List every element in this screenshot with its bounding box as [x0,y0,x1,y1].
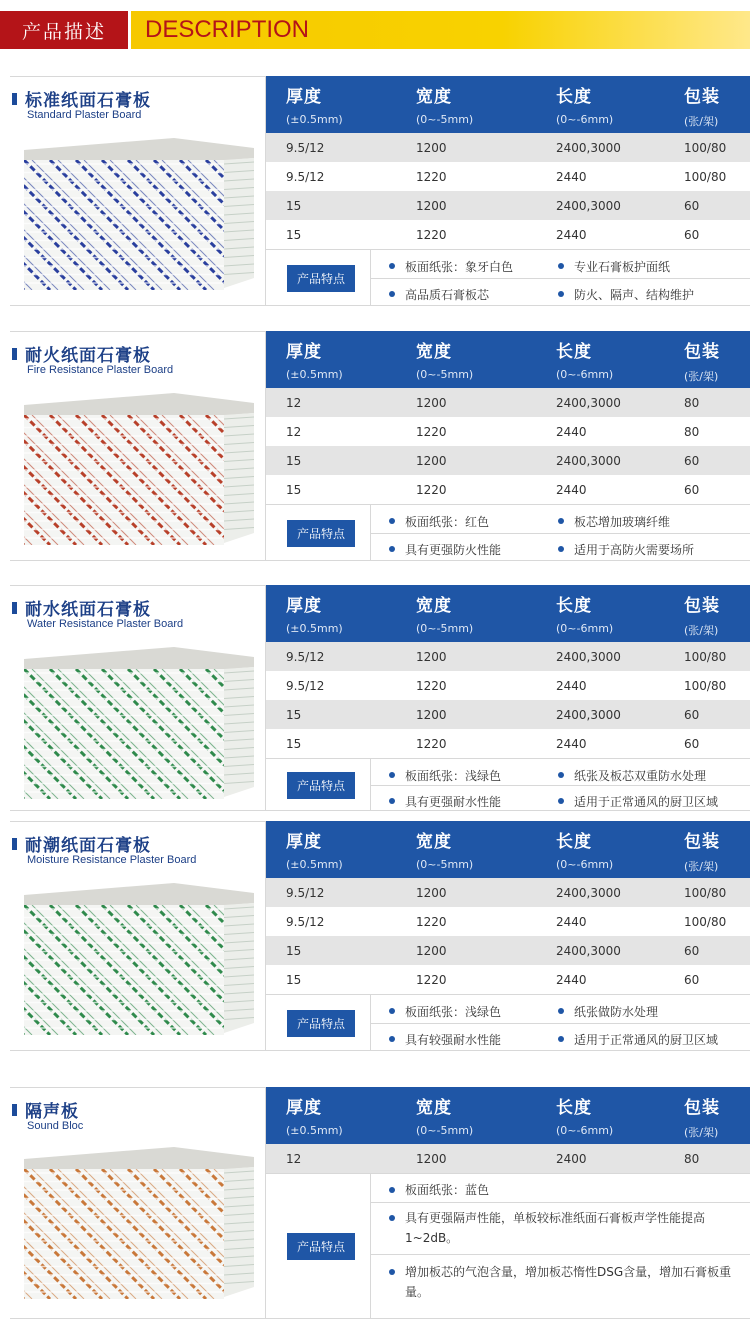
feature-item [389,1208,739,1248]
feature-item [389,258,513,275]
header-tolerance: (0~-5mm) [416,368,474,381]
header-label: 长度 [556,342,592,362]
plaster-board-image [24,647,254,807]
table-cell: 15 [286,199,302,213]
table-cell: 2440 [556,425,587,439]
product-name-en: Moisture Resistance Plaster Board [27,854,197,866]
feature-item [558,541,694,558]
table-cell: 60 [684,944,700,958]
header-tolerance: (张/架) [684,1126,719,1139]
square-bullet-icon [12,93,17,105]
header-cell [684,82,720,129]
header-tolerance: (0~-6mm) [556,858,614,871]
header-label: 宽度 [416,1098,452,1118]
table-cell: 9.5/12 [286,915,325,929]
plaster-board-image [24,138,254,298]
product-section [10,76,750,305]
table-cell: 15 [286,454,302,468]
table-cell: 100/80 [684,650,727,664]
header-cell [556,827,613,871]
table-cell: 1200 [416,141,447,155]
header-cell [684,337,720,384]
product-name-cn: 耐火纸面石膏板 [25,346,151,366]
table-cell: 2440 [556,483,587,497]
table-cell: 2400,3000 [556,944,621,958]
table-cell: 80 [684,396,700,410]
bullet-dot-icon [558,291,564,297]
feature-item [389,286,489,303]
header-tolerance: (0~-5mm) [416,1124,474,1137]
feature-text: 适用于正常通风的厨卫区域 [574,795,719,809]
product-title [12,341,151,366]
product-title [12,86,151,111]
header-tolerance: (0~-5mm) [416,113,474,126]
table-cell: 2440 [556,679,587,693]
feature-item [389,513,489,530]
header-label: 厚度 [286,596,322,616]
table-row [266,729,750,758]
table-cell: 100/80 [684,886,727,900]
feature-text: 板面纸张：浅绿色 [405,1005,502,1019]
header-cell [416,337,473,381]
header-cell [556,337,613,381]
spec-table [266,331,750,560]
description-banner [0,11,750,49]
header-label: 长度 [556,1098,592,1118]
spec-table [266,821,750,1050]
feature-text: 高品质石膏板芯 [405,288,490,302]
header-tolerance: (±0.5mm) [286,858,343,871]
feature-text: 板面纸张：红色 [405,515,490,529]
bullet-dot-icon [389,1269,395,1275]
header-tolerance: (±0.5mm) [286,368,343,381]
table-cell: 12 [286,1152,302,1166]
table-row [266,671,750,700]
feature-text: 具有更强隔声性能，单板较标准纸面石膏板声学性能提高1~2dB。 [405,1211,706,1245]
table-cell: 80 [684,1152,700,1166]
feature-label-badge: 产品特点 [287,772,355,799]
feature-item [389,1262,739,1302]
bullet-dot-icon [389,798,395,804]
table-cell: 2400,3000 [556,650,621,664]
feature-item [389,1003,501,1020]
header-cell [286,82,343,126]
table-cell: 60 [684,737,700,751]
table-cell: 1220 [416,973,447,987]
table-cell: 60 [684,454,700,468]
table-cell: 2400,3000 [556,886,621,900]
feature-item [558,1031,718,1048]
table-cell: 15 [286,973,302,987]
table-cell: 80 [684,425,700,439]
table-cell: 1220 [416,483,447,497]
table-cell: 1200 [416,886,447,900]
feature-block [266,1173,750,1318]
square-bullet-icon [12,838,17,850]
feature-text: 板芯增加玻璃纤维 [574,515,671,529]
header-tolerance: (张/架) [684,860,719,873]
table-row [266,907,750,936]
table-cell: 1220 [416,228,447,242]
table-cell: 2400 [556,1152,587,1166]
table-row [266,965,750,994]
table-cell: 1220 [416,679,447,693]
table-cell: 1220 [416,425,447,439]
table-cell: 60 [684,483,700,497]
table-row [266,220,750,249]
feature-item [558,286,694,303]
header-label: 宽度 [416,832,452,852]
table-cell: 1200 [416,944,447,958]
spec-table [266,76,750,305]
table-cell: 1220 [416,170,447,184]
table-cell: 15 [286,228,302,242]
product-title [12,1097,79,1122]
plaster-board-image [24,393,254,553]
header-label: 长度 [556,87,592,107]
table-cell: 60 [684,228,700,242]
bullet-dot-icon [389,263,395,269]
feature-item [558,258,670,275]
table-cell: 1220 [416,737,447,751]
product-section [10,821,750,1050]
product-title [12,831,151,856]
header-cell [684,1093,720,1140]
header-label: 厚度 [286,342,322,362]
header-cell [684,591,720,638]
feature-label-badge: 产品特点 [287,520,355,547]
header-cell [416,1093,473,1137]
header-tolerance: (0~-5mm) [416,622,474,635]
spec-table-header [266,1087,750,1144]
header-tolerance: (0~-6mm) [556,1124,614,1137]
bullet-dot-icon [389,1036,395,1042]
header-cell [416,591,473,635]
table-cell: 1200 [416,199,447,213]
table-cell: 15 [286,708,302,722]
product-name-cn: 耐水纸面石膏板 [25,600,151,620]
spec-table-header [266,585,750,642]
bullet-dot-icon [558,546,564,552]
table-cell: 9.5/12 [286,679,325,693]
product-name-cn: 隔声板 [25,1102,79,1122]
table-cell: 2400,3000 [556,454,621,468]
table-cell: 12 [286,425,302,439]
feature-label-badge: 产品特点 [287,1010,355,1037]
product-section [10,331,750,560]
table-cell: 9.5/12 [286,141,325,155]
feature-item [558,1003,658,1020]
table-row [266,878,750,907]
feature-text: 板面纸张：浅绿色 [405,769,502,783]
table-cell: 2400,3000 [556,708,621,722]
header-cell [556,1093,613,1137]
bullet-dot-icon [558,518,564,524]
square-bullet-icon [12,348,17,360]
table-row [266,133,750,162]
feature-text: 纸张及板芯双重防水处理 [574,769,707,783]
feature-text: 板面纸张：蓝色 [405,1183,490,1197]
feature-item [389,541,501,558]
product-name-en: Sound Bloc [27,1120,84,1132]
table-cell: 2400,3000 [556,199,621,213]
table-row [266,388,750,417]
table-row [266,446,750,475]
header-cell [684,827,720,874]
bullet-dot-icon [389,1008,395,1014]
header-tolerance: (张/架) [684,370,719,383]
table-cell: 1200 [416,650,447,664]
table-cell: 2440 [556,973,587,987]
feature-item [389,1031,501,1048]
header-tolerance: (0~-6mm) [556,622,614,635]
feature-block [266,504,750,560]
product-name-en: Water Resistance Plaster Board [27,618,184,630]
header-tolerance: (±0.5mm) [286,113,343,126]
table-cell: 15 [286,483,302,497]
header-cell [556,82,613,126]
table-row [266,1144,750,1173]
product-name-en: Standard Plaster Board [27,109,142,121]
table-cell: 1220 [416,915,447,929]
table-cell: 100/80 [684,141,727,155]
bullet-dot-icon [389,291,395,297]
product-name-en: Fire Resistance Plaster Board [27,364,174,376]
feature-text: 具有更强耐水性能 [405,795,502,809]
header-tolerance: (±0.5mm) [286,1124,343,1137]
plaster-board-image [24,883,254,1043]
table-cell: 60 [684,199,700,213]
spec-table [266,585,750,810]
header-label: 厚度 [286,87,322,107]
table-cell: 100/80 [684,679,727,693]
header-label: 包装 [684,1098,720,1118]
bullet-dot-icon [558,798,564,804]
bullet-dot-icon [389,1215,395,1221]
table-cell: 12 [286,396,302,410]
table-cell: 2400,3000 [556,396,621,410]
table-cell: 1200 [416,1152,447,1166]
table-cell: 2440 [556,170,587,184]
table-row [266,191,750,220]
header-cell [556,591,613,635]
table-cell: 15 [286,737,302,751]
header-label: 厚度 [286,1098,322,1118]
table-row [266,700,750,729]
spec-table-header [266,331,750,388]
feature-item [389,1180,739,1200]
table-cell: 2400,3000 [556,141,621,155]
spec-table-header [266,76,750,133]
feature-label-badge: 产品特点 [287,265,355,292]
bullet-dot-icon [558,772,564,778]
table-cell: 2440 [556,228,587,242]
table-row [266,936,750,965]
feature-text: 适用于正常通风的厨卫区域 [574,1033,719,1047]
spec-table [266,1087,750,1318]
table-cell: 1200 [416,708,447,722]
square-bullet-icon [12,602,17,614]
header-tolerance: (张/架) [684,624,719,637]
square-bullet-icon [12,1104,17,1116]
product-title [12,595,151,620]
feature-item [558,767,706,784]
feature-text: 纸张做防水处理 [574,1005,659,1019]
feature-label-badge: 产品特点 [287,1233,355,1260]
feature-text: 适用于高防火需要场所 [574,543,695,557]
bullet-dot-icon [389,1187,395,1193]
header-label: 包装 [684,596,720,616]
bullet-dot-icon [558,1008,564,1014]
feature-item [389,767,501,784]
header-cell [416,827,473,871]
header-cell [416,82,473,126]
header-tolerance: (张/架) [684,115,719,128]
header-cell [286,337,343,381]
banner-title-cn: 产品描述 [0,11,128,49]
table-cell: 1200 [416,454,447,468]
header-tolerance: (0~-6mm) [556,368,614,381]
table-cell: 2440 [556,737,587,751]
bullet-dot-icon [558,263,564,269]
plaster-board-image [24,1147,254,1307]
feature-text: 防火、隔声、结构维护 [574,288,695,302]
table-cell: 9.5/12 [286,170,325,184]
table-row [266,162,750,191]
feature-item [389,793,501,810]
product-name-cn: 耐潮纸面石膏板 [25,836,151,856]
table-cell: 9.5/12 [286,886,325,900]
table-cell: 1200 [416,396,447,410]
banner-title-en: DESCRIPTION [131,11,750,49]
header-cell [286,827,343,871]
product-name-cn: 标准纸面石膏板 [25,91,151,111]
header-label: 长度 [556,596,592,616]
product-section [10,1087,750,1318]
header-label: 长度 [556,832,592,852]
bullet-dot-icon [389,772,395,778]
header-label: 包装 [684,342,720,362]
header-cell [286,591,343,635]
table-cell: 2440 [556,915,587,929]
feature-text: 板面纸张：象牙白色 [405,260,514,274]
table-cell: 15 [286,944,302,958]
feature-item [558,793,718,810]
table-cell: 9.5/12 [286,650,325,664]
table-cell: 60 [684,708,700,722]
header-tolerance: (0~-6mm) [556,113,614,126]
bullet-dot-icon [389,518,395,524]
table-cell: 60 [684,973,700,987]
feature-text: 专业石膏板护面纸 [574,260,671,274]
header-label: 包装 [684,87,720,107]
feature-block [266,758,750,810]
table-row [266,417,750,446]
header-tolerance: (0~-5mm) [416,858,474,871]
header-label: 宽度 [416,342,452,362]
feature-text: 增加板芯的气泡含量，增加板芯惰性DSG含量，增加石膏板重量。 [405,1265,732,1299]
table-cell: 100/80 [684,915,727,929]
spec-table-header [266,821,750,878]
feature-block [266,994,750,1050]
header-label: 包装 [684,832,720,852]
header-tolerance: (±0.5mm) [286,622,343,635]
bullet-dot-icon [558,1036,564,1042]
feature-item [558,513,670,530]
header-label: 厚度 [286,832,322,852]
header-label: 宽度 [416,87,452,107]
header-cell [286,1093,343,1137]
header-label: 宽度 [416,596,452,616]
feature-block [266,249,750,305]
feature-text: 具有较强耐水性能 [405,1033,502,1047]
product-section [10,585,750,810]
table-row [266,475,750,504]
feature-text: 具有更强防火性能 [405,543,502,557]
table-cell: 100/80 [684,170,727,184]
table-row [266,642,750,671]
bullet-dot-icon [389,546,395,552]
